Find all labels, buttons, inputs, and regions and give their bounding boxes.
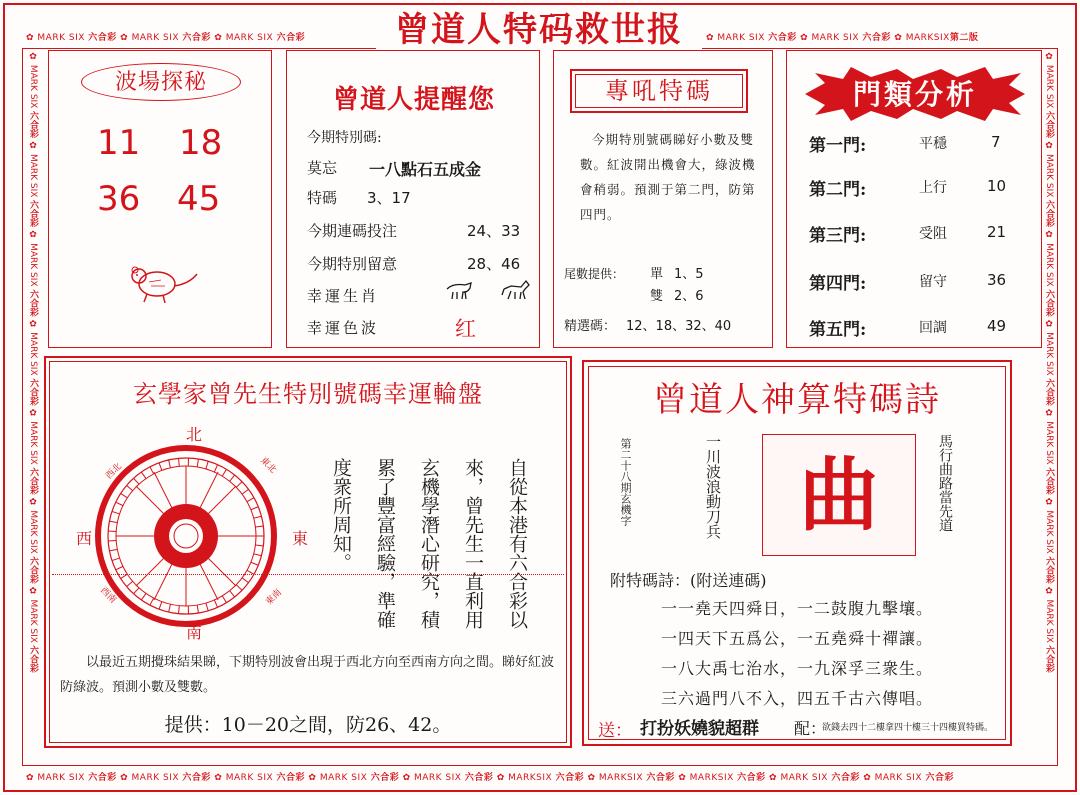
door-row-status: 留守 <box>919 274 947 290</box>
brand-text: MARK SIX <box>413 773 462 783</box>
wheel-tick <box>255 526 263 527</box>
wheel-tick <box>242 578 248 583</box>
send-label: 送： <box>598 721 632 741</box>
tail-double-value: 2、6 <box>674 289 704 304</box>
brand-text: MARK SIX <box>1044 510 1054 554</box>
wave-number: 36 <box>97 179 141 219</box>
wheel-tick <box>159 602 162 610</box>
brand-chinese: 六合彩 <box>1044 111 1054 139</box>
reminder-row-value: 3、17 <box>367 189 411 207</box>
brand-chinese: 六合彩 <box>768 33 797 43</box>
wheel-tick <box>112 558 120 561</box>
door-row-label: 第三門: <box>809 226 867 246</box>
wheel-tick <box>150 598 154 605</box>
tail-label: 尾數提供： <box>564 267 625 281</box>
wheel-tick <box>251 507 258 510</box>
wheel-text-column: 累了豐富經驗，準確 <box>374 458 396 629</box>
lucky-wheel <box>94 444 278 628</box>
brand-text: MARK SIX <box>319 773 368 783</box>
poem-line: 一八大禹七治水，一九深孚三衆生。 <box>660 659 933 678</box>
wave-number: 45 <box>177 179 221 219</box>
door-row-label: 第一門: <box>809 136 867 156</box>
wheel-tick <box>214 600 217 607</box>
brand-text: MARK SIX <box>28 510 38 554</box>
brand-text: MARKSIX <box>689 773 734 783</box>
wheel-tick <box>230 475 235 481</box>
brand-chinese: 六合彩 <box>28 378 38 406</box>
poem-line: 一四天下五爲公，一五堯舜十禪讓。 <box>660 629 933 648</box>
brand-chinese: 六合彩 <box>28 645 38 673</box>
brand-chinese: 六合彩 <box>28 556 38 584</box>
brand-chinese: 六合彩 <box>28 467 38 495</box>
wheel-tick <box>242 489 248 494</box>
wheel-tick <box>236 585 242 591</box>
ox-icon <box>443 279 475 301</box>
wheel-tick <box>150 467 154 474</box>
wheel-footer-text: 以最近五期攪珠結果睇，下期特別波會出現于西北方向至西南方向之間。睇好紅波防綠波。預測小數及雙數。 <box>60 655 555 695</box>
strip-unit: ✿ <box>26 33 35 43</box>
brand-text: MARKSIX <box>905 33 950 43</box>
reminder-row-label: 特碼 <box>307 189 338 207</box>
wheel-tick <box>169 604 171 612</box>
brand-text: MARK SIX <box>717 33 765 43</box>
brand-text: MARK SIX <box>1044 421 1054 465</box>
wheel-provide-text: 提供：10－20之間，防26、42。 <box>164 714 452 736</box>
wheel-tick <box>214 465 217 472</box>
wave-number: 18 <box>179 123 223 163</box>
brand-chinese: 六合彩 <box>1044 378 1054 406</box>
wheel-tick <box>127 581 133 586</box>
reminder-row-label: 今期特別碼: <box>307 130 382 146</box>
wheel-panel <box>44 356 572 748</box>
wheel-tick <box>112 511 120 514</box>
poem-verse-right: 馬行曲路當先道 <box>937 434 953 532</box>
brand-text: MARK SIX <box>874 773 923 783</box>
brand-chinese: 六合彩 <box>1044 645 1054 673</box>
door-row-status: 上行 <box>919 180 947 196</box>
wheel-panel-title: 玄學家曾先生特別號碼幸運輪盤 <box>133 380 483 408</box>
wheel-tick <box>127 485 133 490</box>
brand-text: MARK SIX <box>1044 599 1054 643</box>
wheel-text-column: 自從本港有六合彩以 <box>506 458 528 629</box>
brand-text: MARK SIX <box>37 773 85 783</box>
brand-chinese: 六合彩 <box>88 33 117 43</box>
brand-text: MARKSIX <box>508 773 553 783</box>
brand-chinese: 六合彩 <box>28 200 38 228</box>
poem-panel-title: 曾道人神算特碼詩 <box>653 380 941 420</box>
wheel-tick <box>108 531 116 532</box>
brand-text: MARK SIX <box>131 33 180 43</box>
poem-attach-title: 附特碼詩：(附送連碼) <box>610 571 767 590</box>
brand-text: MARK SIX <box>1044 243 1054 287</box>
tail-single-value: 1、5 <box>674 267 704 282</box>
brand-text: MARK SIX <box>1044 153 1054 198</box>
door-row-value: 21 <box>987 223 1007 241</box>
compass-south: 南 <box>186 623 203 642</box>
brand-chinese: 六合彩 <box>925 773 954 783</box>
brand-chinese: 六合彩 <box>28 289 38 317</box>
wheel-tick <box>254 516 262 518</box>
right-brand-strip: ✿ MARK SIX 六合彩 ✿ MARK SIX 六合彩 ✿ MARK SIX 六合彩 ✿ MARK SIX 六合彩 ✿ MARK SIX 六合彩 ✿ MARK SIX 六合彩 ✿ MARK SIX 六合彩 <box>1044 52 1054 673</box>
wheel-tick <box>206 461 208 469</box>
poem-issue-column: 第二十八期玄機字 <box>619 438 632 526</box>
brand-text: MARK SIX <box>28 243 38 287</box>
brand-text: MARK SIX <box>131 773 180 783</box>
wheel-tick <box>222 469 226 476</box>
brand-chinese: 六合彩 <box>370 773 400 783</box>
brand-chinese: 六合彩 <box>1044 200 1054 228</box>
wheel-tick <box>206 603 208 611</box>
door-row-label: 第二門: <box>809 180 867 200</box>
door-row-status: 回調 <box>919 320 947 336</box>
door-row-status: 平穩 <box>919 136 947 152</box>
top-brand-strip-right: ✿ MARK SIX 六合彩 ✿ MARK SIX 六合彩 ✿ MARKSIX第二版 <box>706 33 979 43</box>
wheel-tick <box>254 554 262 556</box>
door-row-value: 7 <box>991 133 1001 151</box>
dotted-guide-line <box>52 574 564 575</box>
brand-chinese: 六合彩 <box>182 33 211 43</box>
compass-north: 北 <box>186 425 203 444</box>
bottom-brand-strip: ✿ MARK SIX 六合彩 ✿ MARK SIX 六合彩 ✿ MARK SIX 六合彩 ✿ MARK SIX 六合彩 ✿ MARK SIX 六合彩 ✿ MARKSIX 六合彩 ✿ MARKSIX 六合彩 ✿ MARKSIX 六合彩 ✿ MARK SIX 六合彩 ✿ MARK SIX 六合彩 <box>26 773 954 783</box>
brand-chinese: 六合彩 <box>1044 467 1054 495</box>
door-row-value: 49 <box>987 317 1007 335</box>
door-row-value: 10 <box>987 177 1007 195</box>
page-title-box <box>376 8 702 52</box>
brand-chinese: 六合彩 <box>276 33 306 43</box>
wheel-tick <box>159 463 162 471</box>
pair-label: 配： <box>794 719 827 738</box>
tail-single-label: 單 <box>650 267 664 282</box>
wheel-tick <box>197 605 198 613</box>
brand-text: MARK SIX <box>1044 332 1054 376</box>
brand-text: MARKSIX <box>598 773 644 783</box>
brand-chinese: 六合彩 <box>737 773 766 783</box>
brand-text: MARK SIX <box>1044 64 1054 109</box>
brand-text: MARK SIX <box>780 773 828 783</box>
compass-southeast: 東南 <box>264 587 284 608</box>
lucky-color-value: 红 <box>455 317 476 341</box>
brand-chinese: 六合彩 <box>555 773 585 783</box>
wheel-tick <box>121 493 128 497</box>
wheel-tick <box>116 566 123 569</box>
wheel-tick <box>197 459 198 467</box>
poem-line: 一一堯天四舜日，一二鼓腹九擊壤。 <box>660 599 933 618</box>
brand-text: MARK SIX <box>28 153 38 198</box>
brand-chinese: 六合彩 <box>831 773 860 783</box>
brand-text: MARK SIX <box>28 421 38 465</box>
brand-text: MARK SIX <box>225 773 274 783</box>
horse-icon <box>501 279 531 301</box>
special-panel <box>553 50 773 348</box>
rat-icon <box>119 256 199 306</box>
brand-text: MARK SIX <box>28 332 38 376</box>
top-brand-strip-left: ✿ MARK SIX 六合彩 ✿ MARK SIX 六合彩 ✿ MARK SIX 六合彩 <box>26 33 306 43</box>
reminder-row-label: 幸運色波 <box>307 319 380 337</box>
reminder-panel <box>286 50 540 348</box>
wheel-tick <box>222 596 226 603</box>
poem-line: 三六過門八不入，四五千古六傳唱。 <box>660 689 933 708</box>
wheel-text-column: 度衆所周知。 <box>330 458 352 572</box>
reminder-row-value: 28、46 <box>467 255 521 273</box>
brand-chinese: 六合彩 <box>1044 289 1054 317</box>
special-body-text: 今期特別號碼睇好小數及雙數。紅波開出機會大，綠波機會稍弱。預測于第二門，防第四門。 <box>580 132 756 222</box>
wheel-tick <box>255 545 263 546</box>
wheel-tick <box>109 521 117 523</box>
wheel-tick <box>141 593 146 600</box>
reminder-row-label: 莫忘 <box>307 159 338 177</box>
wheel-tick <box>169 460 171 468</box>
brand-chinese: 六合彩 <box>646 773 675 783</box>
brand-text: MARK SIX <box>37 33 85 43</box>
compass-west: 西 <box>76 529 93 548</box>
compass-northwest: 西北 <box>104 461 124 482</box>
poem-riddle-char: 曲 <box>799 448 879 542</box>
wheel-tick <box>141 472 146 479</box>
wheel-tick <box>134 588 139 594</box>
compass-east: 東 <box>292 529 309 548</box>
wave-number: 11 <box>97 123 141 163</box>
poem-verse-left: 一川波浪動刀兵 <box>704 434 722 539</box>
wheel-tick <box>134 478 139 484</box>
brand-chinese: 六合彩 <box>276 773 306 783</box>
wheel-tick <box>247 498 254 502</box>
door-row-label: 第四門: <box>809 274 867 294</box>
brand-chinese: 六合彩 <box>1044 556 1054 584</box>
wheel-tick <box>116 502 123 505</box>
brand-chinese: 六合彩 <box>88 773 117 783</box>
tail-double-label: 雙 <box>650 289 664 304</box>
brand-text: MARK SIX <box>28 599 38 643</box>
poem-riddle-box <box>762 434 916 556</box>
reminder-row-value: 24、33 <box>467 222 521 240</box>
special-panel-title: 專吼特碼 <box>605 77 713 105</box>
left-brand-strip: ✿ MARK SIX 六合彩 ✿ MARK SIX 六合彩 ✿ MARK SIX 六合彩 ✿ MARK SIX 六合彩 ✿ MARK SIX 六合彩 ✿ MARK SIX 六合彩 ✿ MARK SIX 六合彩 <box>28 52 38 673</box>
wheel-tick <box>179 458 180 466</box>
reminder-row-label: 幸運生肖 <box>307 287 380 305</box>
wheel-tick <box>179 606 180 614</box>
wheel-tick <box>251 562 258 565</box>
wheel-tick <box>108 540 116 541</box>
door-panel <box>786 50 1042 348</box>
wheel-text-column: 來，曾先生一直利用 <box>462 458 484 629</box>
brand-text: MARK SIX <box>811 33 860 43</box>
brand-chinese: 六合彩 <box>28 111 38 139</box>
poem-panel <box>582 360 1012 746</box>
door-row-value: 36 <box>987 271 1007 289</box>
pair-text: 欲錢去四十二樓拿四十樓三十四樓買特碼。 <box>822 723 994 733</box>
wave-panel-title: 波場探秘 <box>114 70 207 95</box>
brand-text: MARK SIX <box>28 64 38 109</box>
picks-label: 精選碼： <box>564 319 617 334</box>
brand-chinese: 六合彩 <box>464 773 494 783</box>
door-row-status: 受阻 <box>919 226 947 242</box>
brand-chinese: 六合彩 <box>862 33 891 43</box>
wheel-text-column: 玄機學潛心研究，積 <box>418 458 440 629</box>
compass-southwest: 西南 <box>98 585 118 606</box>
door-panel-title: 門類分析 <box>852 78 977 111</box>
send-phrase: 打扮妖嬈貌超群 <box>640 719 759 739</box>
reminder-row-label: 今期特別留意 <box>307 255 398 273</box>
compass-northeast: 東北 <box>258 455 278 476</box>
reminder-row-label: 今期連碼投注 <box>307 222 398 240</box>
wheel-tick <box>230 591 235 597</box>
wave-panel-title-oval <box>81 63 241 101</box>
page-title: 曾道人特码救世报 <box>395 10 683 50</box>
door-row-label: 第五門: <box>809 320 867 340</box>
reminder-panel-title: 曾道人提醒您 <box>332 85 495 115</box>
brand-chinese: 六合彩 <box>182 773 211 783</box>
edition-label: 第二版 <box>949 33 979 43</box>
special-panel-title-box <box>570 69 748 113</box>
reminder-row-value: 一八點石五成金 <box>369 160 482 179</box>
wheel-tick <box>236 482 242 488</box>
wheel-tick <box>109 549 117 551</box>
wave-panel <box>48 50 272 348</box>
brand-text: MARK SIX <box>225 33 274 43</box>
picks-value: 12、18、32、40 <box>626 319 732 334</box>
